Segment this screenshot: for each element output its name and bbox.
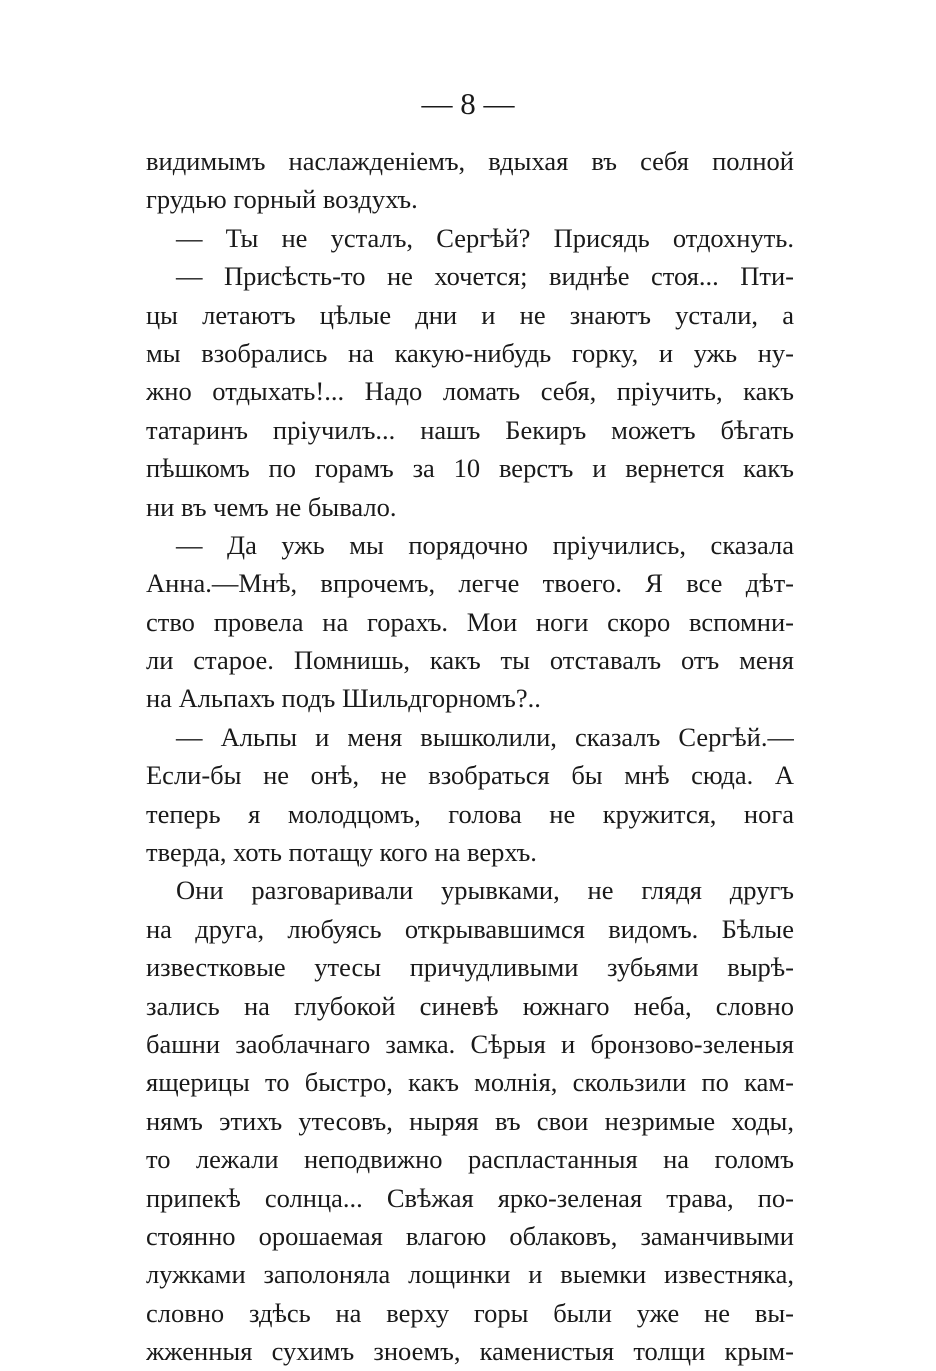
text-line: Они разговаривали урывками, не глядя другъ [176, 875, 794, 906]
text-line: ящерицы то быстро, какъ молнія, скользили по кам- [146, 1067, 794, 1098]
text-line: припекѣ солнца... Свѣжая ярко-зеленая трава, по- [146, 1182, 794, 1213]
text-line: стоянно орошаемая влагою облаковъ, заманчивыми [146, 1220, 794, 1251]
text-line: видимымъ наслажденіемъ, вдыхая въ себя полной [146, 146, 794, 176]
text-line: ни въ чемъ не бывало. [146, 491, 397, 522]
text-line: грудью горный воздухъ. [146, 184, 418, 215]
text-line: — Присѣсть-то не хочется; виднѣе стоя... Пти- [176, 261, 794, 292]
text-line: словно здѣсь на верху горы были уже не вы- [146, 1297, 794, 1328]
text-line: татаринъ пріучилъ... нашъ Бекиръ можетъ бѣгать [146, 414, 794, 445]
body-text [146, 142, 794, 1371]
text-line: мы взобрались на какую-нибудь горку, и ужь ну- [146, 337, 794, 368]
text-line: жно отдыхать!... Надо ломать себя, пріучить, какъ [146, 376, 794, 407]
text-line: жженныя сухимъ зноемъ, каменистыя толщи крым- [146, 1336, 794, 1367]
text-line: цы летаютъ цѣлые дни и не знаютъ устали, а [146, 299, 794, 330]
text-line: на Альпахъ подъ Шильдгорномъ?.. [146, 683, 541, 714]
text-line: лужками заполоняла лощинки и выемки известняка, [146, 1259, 794, 1290]
text-line: то лежали неподвижно распластанныя на голомъ [146, 1144, 794, 1175]
text-line: на друга, любуясь открывавшимся видомъ. Бѣлые [146, 913, 794, 944]
text-line: тверда, хоть потащу кого на верхъ. [146, 837, 537, 868]
text-line: — Альпы и меня вышколили, сказалъ Сергѣй.— [176, 721, 794, 752]
page-number: — 8 — [421, 86, 515, 121]
text-line: ли старое. Помнишь, какъ ты отставалъ отъ меня [146, 645, 794, 676]
text-line: зались на глубокой синевѣ южнаго неба, словно [146, 990, 794, 1021]
text-line: нямъ этихъ утесовъ, ныряя въ свои незримые ходы, [146, 1105, 794, 1136]
text-line: — Да ужь мы порядочно пріучились, сказала [176, 529, 794, 560]
text-line: пѣшкомъ по горамъ за 10 верстъ и вернется какъ [146, 453, 794, 484]
text-line: Анна.—Мнѣ, впрочемъ, легче твоего. Я все дѣт- [146, 568, 794, 599]
text-line: ство провела на горахъ. Мои ноги скоро вспомни- [146, 606, 794, 637]
text-line: башни заоблачнаго замка. Сѣрыя и бронзово-зеленыя [146, 1028, 794, 1059]
text-line: теперь я молодцомъ, голова не кружится, нога [146, 798, 794, 829]
text-line: Если-бы не онѣ, не взобраться бы мнѣ сюда. А [146, 760, 794, 791]
text-line: — Ты не усталъ, Сергѣй? Присядь отдохнуть. [176, 222, 794, 253]
text-line: известковые утесы причудливыми зубьями вырѣ- [146, 952, 794, 983]
